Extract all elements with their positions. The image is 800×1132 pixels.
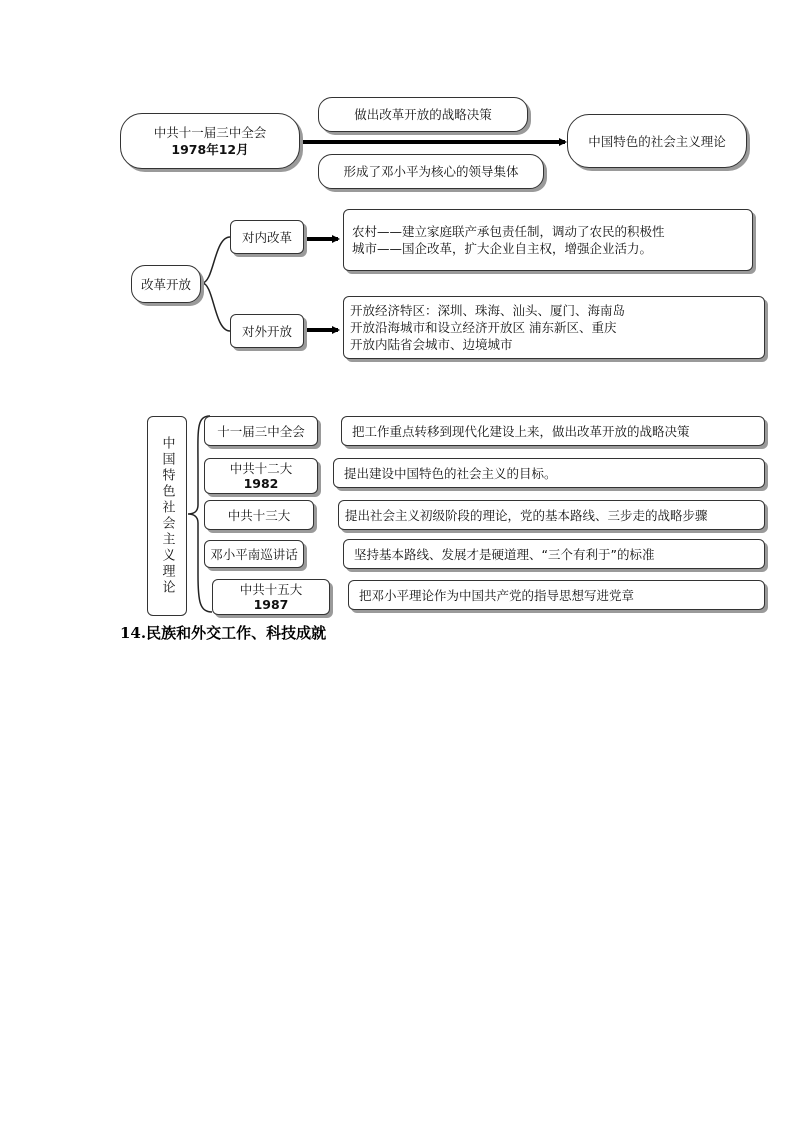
- plenum-box: [120, 113, 300, 169]
- event-label-4: 中共十五大: [239, 582, 303, 597]
- event-box-3: [204, 540, 304, 568]
- domestic-reform-detail: [343, 209, 753, 271]
- external-line-zones: 开放经济特区：深圳、珠海、汕头、厦门、海南岛: [350, 303, 626, 318]
- event-box-0: [204, 416, 318, 446]
- event-box-4: [212, 579, 330, 615]
- external-line-coastal: 开放沿海城市和设立经济开放区 浦东新区、重庆: [350, 320, 617, 335]
- event-box-2: [204, 500, 314, 530]
- section-heading: 14.民族和外交工作、科技成就: [120, 624, 327, 642]
- plenum-title: 中共十一届三中全会: [153, 125, 267, 140]
- external-line-inland: 开放内陆省会城市、边境城市: [350, 337, 513, 352]
- theory-box: [567, 114, 747, 168]
- domestic-reform-label: 对内改革: [241, 229, 292, 245]
- plenum-date: 1978年12月: [171, 142, 249, 157]
- content-box-2: [338, 500, 765, 530]
- event-label-0: 十一届三中全会: [217, 423, 305, 439]
- theory-text: 中国特色的社会主义理论: [588, 133, 726, 149]
- domestic-line-rural: 农村——建立家庭联产承包责任制，调动了农民的积极性: [352, 224, 665, 239]
- domestic-reform-box: [230, 220, 304, 254]
- content-text-4: 把邓小平理论作为中国共产党的指导思想写进党章: [359, 587, 635, 603]
- content-text-1: 提出建设中国特色的社会主义的目标。: [344, 465, 557, 481]
- content-text-3: 坚持基本路线、发展才是硬道理、“三个有利于”的标准: [354, 546, 655, 562]
- leadership-text: 形成了邓小平为核心的领导集体: [343, 164, 519, 179]
- event-box-1: [204, 458, 318, 494]
- event-year-4: 1987: [253, 597, 289, 612]
- socialist-theory-box: [147, 416, 187, 616]
- decision-text: 做出改革开放的战略决策: [354, 107, 492, 122]
- event-label-2: 中共十三大: [227, 507, 291, 523]
- content-box-0: [341, 416, 765, 446]
- content-box-4: [348, 580, 765, 610]
- content-text-2: 提出社会主义初级阶段的理论，党的基本路线、三步走的战略步骤: [345, 507, 708, 523]
- event-year-1: 1982: [243, 476, 279, 491]
- event-label-1: 中共十二大: [229, 461, 293, 476]
- leadership-box: [318, 154, 544, 189]
- event-label-3: 邓小平南巡讲话: [210, 546, 298, 562]
- external-opening-box: [230, 314, 304, 348]
- content-box-3: [343, 539, 765, 569]
- decision-box: [318, 97, 528, 132]
- branch-reform-opening: [202, 237, 230, 331]
- socialist-theory-label: 中国特色社会主义理论: [159, 436, 175, 596]
- reform-opening-box: [131, 265, 201, 303]
- content-text-0: 把工作重点转移到现代化建设上来，做出改革开放的战略决策: [352, 423, 690, 439]
- external-opening-label: 对外开放: [241, 323, 292, 339]
- reform-opening-label: 改革开放: [140, 276, 191, 292]
- content-box-1: [333, 458, 765, 488]
- domestic-line-urban: 城市——国企改革，扩大企业自主权，增强企业活力。: [352, 241, 653, 256]
- external-opening-detail: [343, 296, 765, 359]
